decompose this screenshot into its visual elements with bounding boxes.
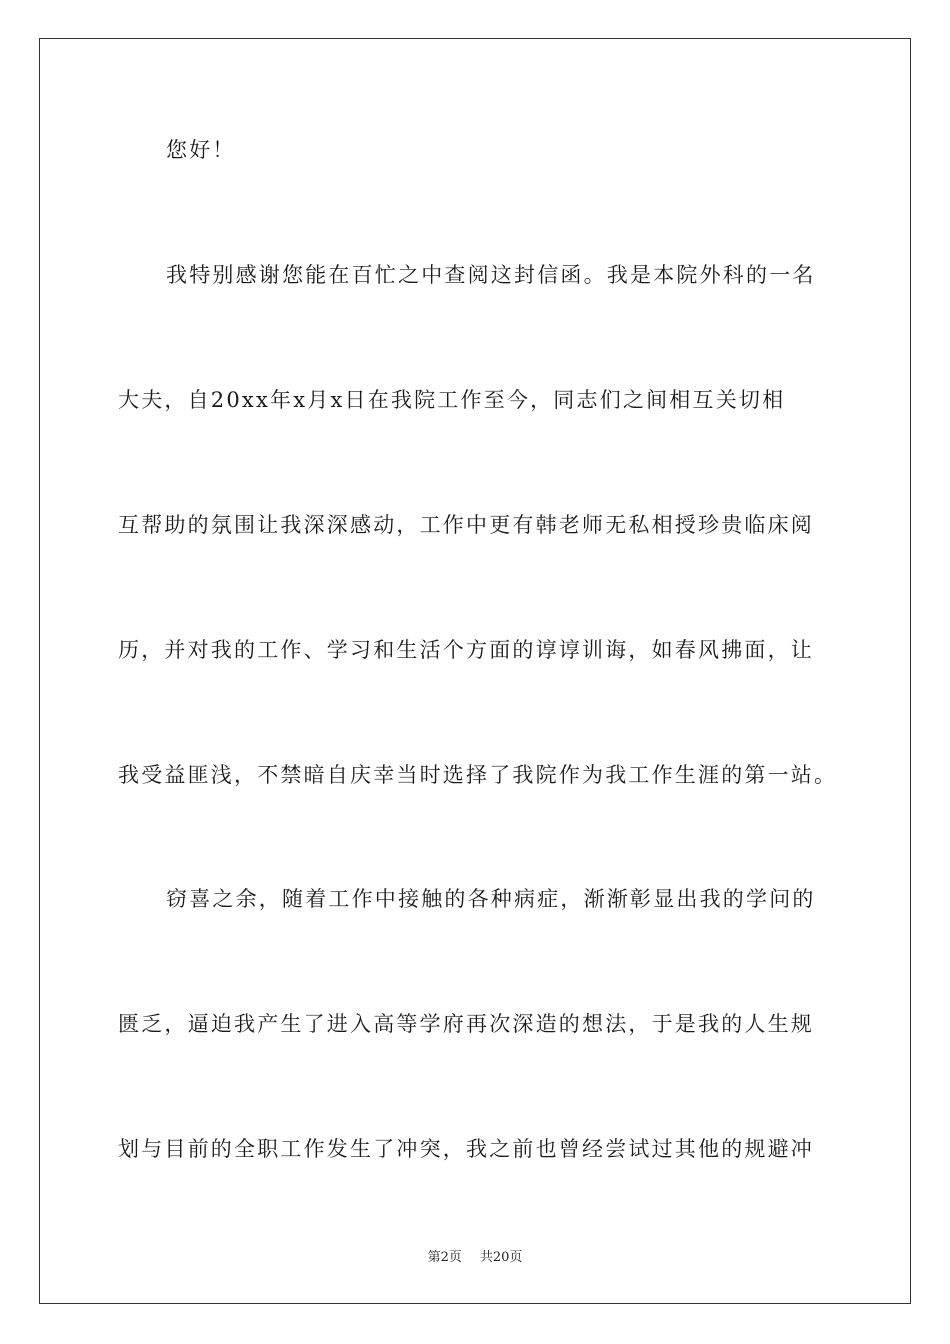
page-border (39, 38, 911, 1304)
page-number: 第2页 (427, 1250, 462, 1265)
body-line: 历，并对我的工作、学习和生活个方面的谆谆训诲，如春风拂面，让 (118, 638, 814, 662)
body-line: 窃喜之余，随着工作中接触的各种病症，渐渐彰显出我的学问的 (166, 887, 816, 911)
body-line: 划与目前的全职工作发生了冲突，我之前也曾经尝试过其他的规避冲 (118, 1137, 814, 1161)
body-line: 我受益匪浅，不禁暗自庆幸当时选择了我院作为我工作生涯的第一站。 (118, 763, 838, 787)
page-total: 共20页 (479, 1250, 523, 1265)
body-line: 互帮助的氛围让我深深感动，工作中更有韩老师无私相授珍贵临床阅 (118, 513, 814, 537)
greeting-line: 您好！ (166, 138, 236, 162)
page-footer (0, 1246, 950, 1265)
body-line: 我特别感谢您能在百忙之中查阅这封信函。我是本院外科的一名 (166, 263, 816, 287)
body-line: 匮乏，逼迫我产生了进入高等学府再次深造的想法，于是我的人生规 (118, 1012, 814, 1036)
body-line: 大夫，自20xx年x月x日在我院工作至今，同志们之间相互关切相 (118, 388, 786, 412)
